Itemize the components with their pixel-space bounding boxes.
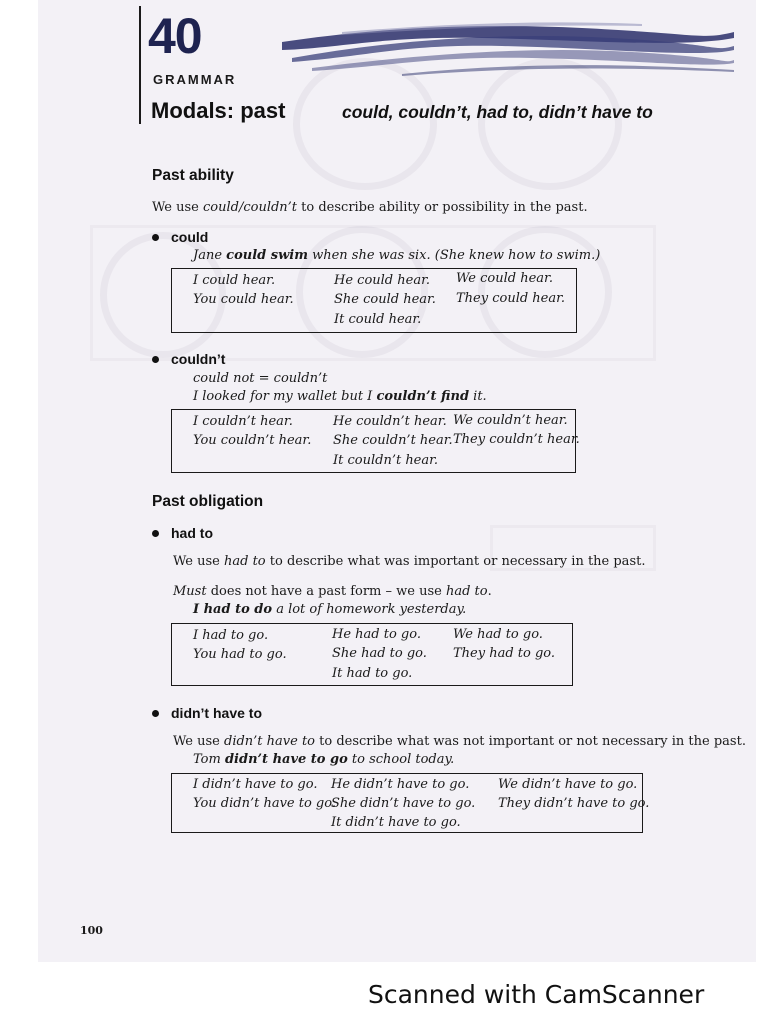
bullet-could <box>152 229 208 245</box>
past-ability-heading: Past ability <box>152 167 234 184</box>
scanner-watermark: Scanned with CamScanner <box>368 980 705 1009</box>
table-cell: It couldn’t hear. <box>333 453 439 468</box>
intro-text: We use <box>152 200 203 215</box>
must-text: . <box>487 584 492 599</box>
bullet-icon <box>152 710 159 717</box>
intro-text: to describe ability or possibility in the past. <box>297 200 588 215</box>
intro-term: could/couldn’t <box>203 200 298 215</box>
didnt-have-to-conjugation-table <box>171 773 650 833</box>
example-text: to school today. <box>347 752 455 767</box>
table-cell: We could hear. <box>456 271 553 286</box>
table-cell: I could hear. <box>193 273 276 288</box>
table-cell: She had to go. <box>332 646 427 661</box>
intro-text: to describe what was important or necessary in the past. <box>265 554 646 569</box>
must-term: Must <box>173 584 207 599</box>
table-cell: It could hear. <box>334 312 422 327</box>
table-cell: He could hear. <box>334 273 430 288</box>
must-term: had to <box>445 584 488 599</box>
past-obligation-heading: Past obligation <box>152 493 264 510</box>
table-cell: It didn’t have to go. <box>331 815 461 830</box>
bullet-couldnt <box>152 351 225 367</box>
table-cell: I had to go. <box>193 628 269 643</box>
decorative-banner <box>282 18 734 82</box>
table-cell: She didn’t have to go. <box>331 796 476 811</box>
table-cell: They couldn’t hear. <box>453 432 580 447</box>
example-bold: could swim <box>226 248 308 263</box>
must-note <box>173 584 492 599</box>
example-text: when she was six. (She knew how to swim.) <box>307 248 601 263</box>
intro-term: had to <box>224 554 266 569</box>
bullet-icon <box>152 356 159 363</box>
past-ability-intro <box>152 200 588 215</box>
didnt-have-to-intro <box>173 734 746 749</box>
couldnt-example <box>193 389 487 404</box>
table-cell: It had to go. <box>332 666 413 681</box>
intro-text: to describe what was not important or not necessary in the past. <box>315 734 746 749</box>
table-cell: We couldn’t hear. <box>453 413 568 428</box>
table-cell: You had to go. <box>193 647 287 662</box>
example-text: I looked for my wallet but I <box>193 389 377 404</box>
header-rule <box>139 6 141 124</box>
table-cell: They had to go. <box>453 646 556 661</box>
intro-term: didn’t have to <box>224 734 316 749</box>
bullet-didnt-have-to <box>152 705 262 721</box>
must-text: does not have a past form – we use <box>206 584 446 599</box>
table-cell: They didn’t have to go. <box>498 796 650 811</box>
had-to-conjugation-table <box>171 623 573 686</box>
had-to-intro <box>173 554 645 569</box>
intro-text: We use <box>173 734 224 749</box>
page-number: 100 <box>80 924 103 937</box>
bullet-icon <box>152 530 159 537</box>
bullet-had-to <box>152 525 213 541</box>
table-cell: She could hear. <box>334 292 436 307</box>
example-text: a lot of homework yesterday. <box>272 602 467 617</box>
table-cell: I didn’t have to go. <box>193 777 318 792</box>
had-to-example <box>193 602 466 617</box>
intro-text: We use <box>173 554 224 569</box>
couldnt-note: could not = couldn’t <box>193 371 328 386</box>
table-cell: You didn’t have to go. <box>193 796 336 811</box>
example-bold: I had to do <box>193 602 273 617</box>
unit-number: 40 <box>148 8 202 64</box>
example-bold: couldn’t find <box>376 389 470 404</box>
table-cell: You couldn’t hear. <box>193 433 312 448</box>
could-example <box>193 248 600 263</box>
section-label: GRAMMAR <box>153 72 237 87</box>
table-cell: We didn’t have to go. <box>498 777 638 792</box>
bullet-label: had to <box>171 525 213 541</box>
could-conjugation-table <box>171 268 577 333</box>
page-subtitle: could, couldn’t, had to, didn’t have to <box>342 102 653 122</box>
table-cell: I couldn’t hear. <box>193 414 293 429</box>
bullet-icon <box>152 234 159 241</box>
example-text: Jane <box>193 248 227 263</box>
table-cell: He didn’t have to go. <box>331 777 470 792</box>
table-cell: They could hear. <box>456 291 566 306</box>
example-text: it. <box>469 389 487 404</box>
bullet-label: didn’t have to <box>171 705 262 721</box>
couldnt-conjugation-table <box>171 409 580 473</box>
bullet-label: couldn’t <box>171 351 226 367</box>
page-title: Modals: past <box>151 98 286 123</box>
example-bold: didn’t have to go <box>224 752 348 767</box>
table-cell: She couldn’t hear. <box>333 433 453 448</box>
table-cell: We had to go. <box>453 627 543 642</box>
bullet-label: could <box>171 229 209 245</box>
table-cell: He couldn’t hear. <box>333 414 447 429</box>
table-cell: You could hear. <box>193 292 294 307</box>
table-cell: He had to go. <box>332 627 421 642</box>
didnt-have-to-example <box>193 752 454 767</box>
example-text: Tom <box>193 752 225 767</box>
